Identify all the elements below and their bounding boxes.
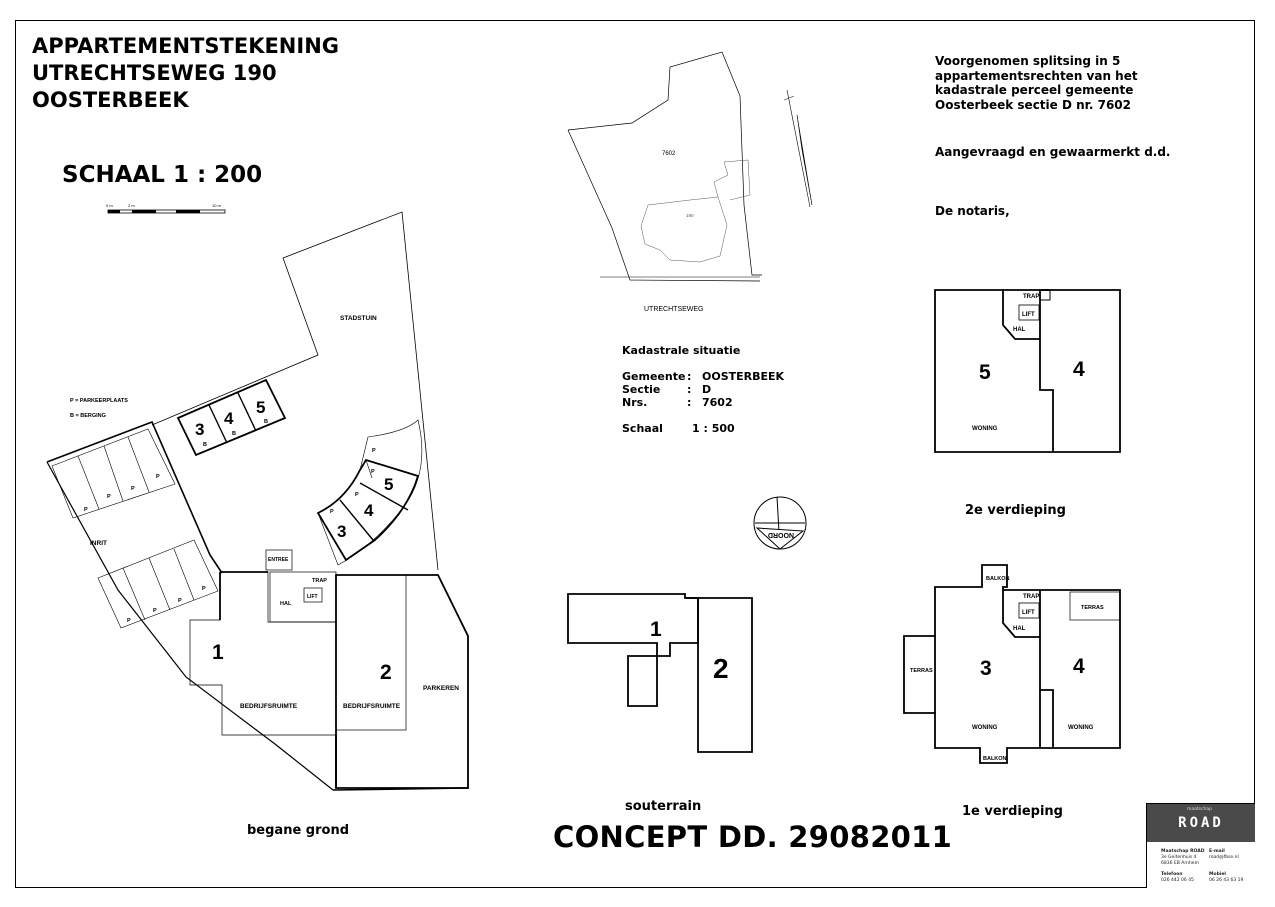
storage-unit-5: 5 — [256, 398, 266, 417]
notary-note: De notaris, — [935, 204, 1010, 218]
driveway-label: INRIT — [90, 540, 107, 547]
cadastral-value-sectie: D — [702, 383, 712, 396]
email-value: road@fbse.nl — [1209, 855, 1239, 860]
arc-unit-4: 4 — [364, 501, 374, 520]
legend-storage: B = BERGING — [70, 413, 106, 419]
ground-unit1-label: BEDRIJFSRUIMTE — [240, 703, 298, 710]
cadastral-sep-gemeente: : — [687, 370, 692, 383]
scalebar-label-2: 2 m — [128, 203, 135, 208]
cadastral-sep-nrs: : — [687, 396, 692, 409]
floor1-unit4-number: 4 — [1073, 655, 1085, 678]
scalebar-label-0: 0 m — [106, 203, 113, 208]
souterrain-unit2-number: 2 — [713, 653, 729, 684]
phone-value: 026 442 06 45 — [1161, 878, 1194, 883]
phone-label: Telefoon — [1161, 872, 1183, 877]
floor2-unit5-label: WONING — [972, 426, 998, 432]
ground-unit1-number: 1 — [212, 641, 224, 664]
split-note-line-4: Oosterbeek sectie D nr. 7602 — [935, 97, 1131, 112]
scale-bar — [106, 203, 225, 213]
souterrain-plan — [568, 594, 752, 752]
parking-p-3: P — [131, 486, 135, 492]
scale-heading: SCHAAL 1 : 200 — [62, 162, 263, 188]
email-label: E-mail — [1209, 849, 1225, 854]
floor1-balcony-bottom-label: BALKON — [983, 756, 1007, 762]
ground-lift-label: LIFT — [307, 594, 318, 600]
caption-first-floor: 1e verdieping — [962, 804, 1063, 819]
ground-unit2-number: 2 — [380, 661, 392, 684]
parking-p-5: P — [127, 618, 131, 624]
parking-p-2: P — [107, 494, 111, 500]
floor1-terrace-right-label: TERRAS — [1081, 605, 1104, 611]
split-note-line-1: Voorgenomen splitsing in 5 — [935, 54, 1121, 68]
floor1-terrace-left-label: TERRAS — [910, 668, 933, 674]
north-compass — [754, 497, 806, 549]
title-line-1: APPARTEMENTSTEKENING — [32, 34, 340, 58]
company-address-2: 6836 EB Arnhem — [1161, 861, 1199, 866]
cadastral-value-gemeente: OOSTERBEEK — [702, 370, 785, 383]
floor2-lift-label: LIFT — [1022, 312, 1035, 318]
cadastral-scale-value: 1 : 500 — [692, 422, 735, 435]
floor1-lift-label: LIFT — [1022, 610, 1035, 616]
title-line-3: OOSTERBEEK — [32, 88, 189, 112]
parking-p-6: P — [153, 608, 157, 614]
scalebar-label-10: 10 m — [212, 203, 221, 208]
floor2-unit4-number: 4 — [1073, 358, 1085, 381]
arc-p-4: P — [330, 509, 334, 515]
souterrain-unit1-number: 1 — [650, 618, 662, 641]
cadastral-scale-label: Schaal — [622, 422, 663, 435]
ground-unit2-label: BEDRIJFSRUIMTE — [343, 703, 401, 710]
floor1-unit3-label: WONING — [972, 725, 998, 731]
parking-area-label: PARKEREN — [423, 685, 459, 692]
storage-unit-3: 3 — [195, 420, 205, 439]
street-label: UTRECHTSEWEG — [644, 306, 704, 313]
storage-b-5: B — [264, 419, 268, 425]
cadastral-label-nrs: Nrs. — [622, 396, 648, 409]
mobile-value: 06 26 43 63 19 — [1209, 878, 1244, 883]
first-floor-plan — [904, 565, 1120, 763]
mobile-label: Mobiel — [1209, 872, 1226, 877]
title-block — [1146, 803, 1255, 888]
cadastral-sep-sectie: : — [687, 383, 692, 396]
garden-label: STADSTUIN — [340, 315, 377, 322]
concept-stamp: CONCEPT DD. 29082011 — [553, 820, 953, 854]
title-line-2: UTRECHTSEWEG 190 — [32, 61, 277, 85]
legend-parking: P = PARKEERPLAATS — [70, 398, 128, 404]
floor2-stair-label: TRAP — [1023, 294, 1040, 300]
cadastral-label-gemeente: Gemeente — [622, 370, 686, 383]
parking-p-8: P — [202, 586, 206, 592]
ground-floor-plan — [47, 212, 468, 790]
caption-second-floor: 2e verdieping — [965, 503, 1066, 518]
split-note-line-3: kadastrale perceel gemeente — [935, 83, 1134, 97]
company-name: Maatschap ROAD — [1161, 849, 1205, 854]
parking-p-1: P — [84, 507, 88, 513]
floor2-hall-label: HAL — [1013, 327, 1026, 333]
cadastral-map — [568, 52, 812, 313]
arc-p-2: P — [371, 469, 375, 475]
logo-text: ROAD — [1178, 815, 1224, 831]
caption-ground-floor: begane grond — [247, 823, 350, 838]
company-logo — [1147, 804, 1255, 842]
second-floor-plan — [935, 290, 1120, 452]
caption-souterrain: souterrain — [625, 799, 702, 814]
parcel-number: 7602 — [662, 151, 676, 157]
split-note-line-2: appartementsrechten van het — [935, 68, 1138, 83]
storage-b-4: B — [232, 431, 236, 437]
cadastral-title: Kadastrale situatie — [622, 344, 741, 357]
arc-unit-3: 3 — [337, 522, 347, 541]
ground-hall-label: HAL — [280, 601, 292, 607]
house-number: 190 — [686, 213, 694, 218]
arc-p-1: P — [372, 448, 376, 454]
parking-p-7: P — [178, 598, 182, 604]
north-label: NOORD — [767, 531, 794, 538]
ground-stair-label: TRAP — [312, 578, 327, 584]
registered-note: Aangevraagd en gewaarmerkt d.d. — [935, 145, 1171, 159]
entrance-label: ENTREE — [268, 557, 289, 563]
floor1-unit3-number: 3 — [980, 657, 992, 680]
arc-unit-5: 5 — [384, 475, 394, 494]
arc-p-3: P — [355, 492, 359, 498]
floor1-balcony-top-label: BALKON — [986, 576, 1010, 582]
floor1-unit4-label: WONING — [1068, 725, 1094, 731]
floor1-stair-label: TRAP — [1023, 594, 1040, 600]
floor1-hall-label: HAL — [1013, 626, 1026, 632]
storage-b-3: B — [203, 442, 207, 448]
logo-subtitle: maatschap — [1187, 807, 1212, 812]
cadastral-label-sectie: Sectie — [622, 383, 661, 396]
parking-p-4: P — [156, 474, 160, 480]
storage-unit-4: 4 — [224, 409, 234, 428]
company-address-1: 3e Geitenhuis 4 — [1161, 855, 1197, 860]
cadastral-value-nrs: 7602 — [702, 396, 733, 409]
floor2-unit5-number: 5 — [979, 361, 991, 384]
